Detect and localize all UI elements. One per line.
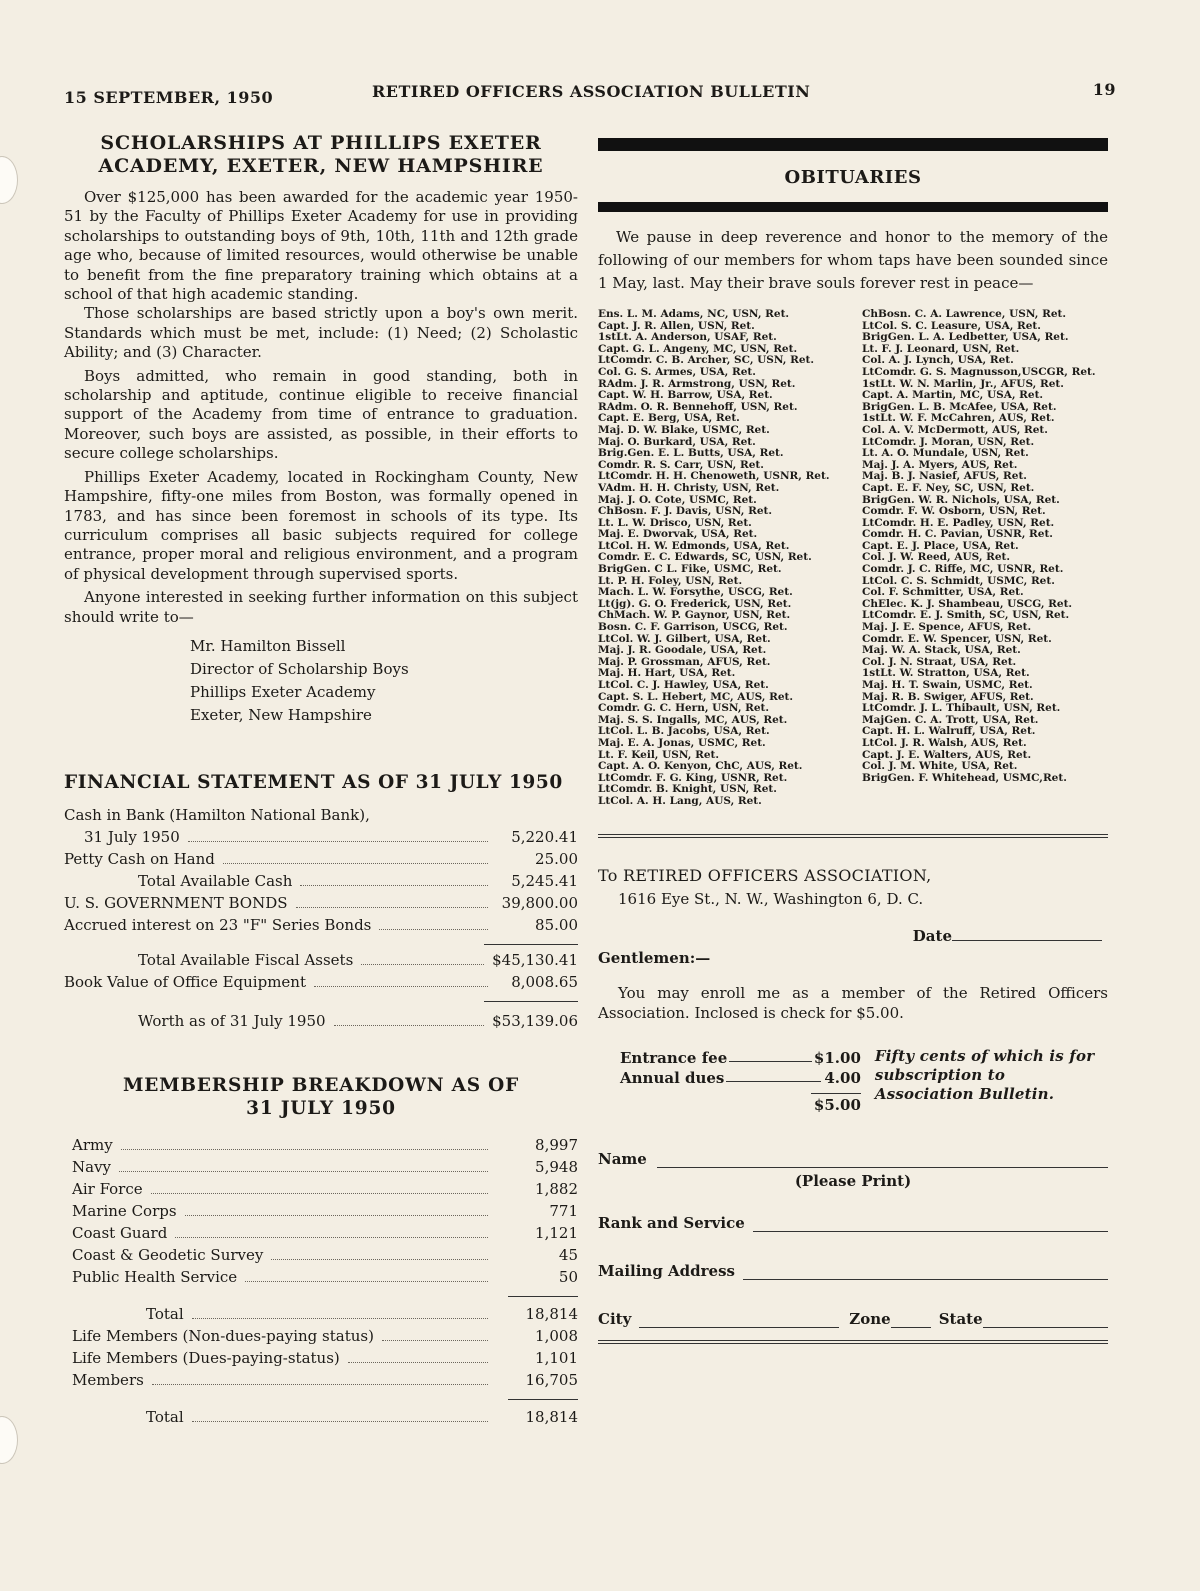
membership-count: 5,948 bbox=[535, 1157, 578, 1176]
financial-label: Book Value of Office Equipment bbox=[64, 972, 306, 991]
city-zone-state-field[interactable] bbox=[598, 1310, 1108, 1328]
obituary-entry: Comdr. G. C. Hern, USN, Ret. bbox=[598, 702, 770, 715]
obituary-entry: BrigGen. C L. Fike, USMC, Ret. bbox=[598, 563, 782, 576]
obituary-entry: Comdr. F. W. Osborn, USN, Ret. bbox=[862, 505, 1046, 518]
financial-label: Total Available Fiscal Assets bbox=[138, 950, 354, 969]
obituary-column-2 bbox=[862, 309, 1108, 808]
zone-label: Zone bbox=[849, 1309, 891, 1328]
obituary-entry: LtComdr. J. Moran, USN, Ret. bbox=[862, 435, 1035, 448]
membership-row bbox=[72, 1325, 578, 1347]
header-date: 15 SEPTEMBER, 1950 bbox=[64, 88, 274, 107]
obituary-entry: Maj. P. Grossman, AFUS, Ret. bbox=[598, 655, 771, 668]
financial-amount: 85.00 bbox=[535, 915, 578, 934]
obituary-entry: ChBosn. F. J. Davis, USN, Ret. bbox=[598, 505, 773, 518]
obituary-entry: LtCol. C. J. Hawley, USA, Ret. bbox=[598, 679, 769, 691]
form-address-line: 1616 Eye St., N. W., Washington 6, D. C. bbox=[618, 889, 924, 908]
obituary-entry: Col. J. M. White, USA, Ret. bbox=[862, 760, 1018, 773]
contact-address bbox=[190, 635, 578, 727]
zone-line[interactable] bbox=[891, 1327, 931, 1328]
scholarships-paragraph: Boys admitted, who remain in good standing, both in scholarship and aptitude, continue eligible to receive financial support of the Academy from time of entrance to graduation. Moreover, such boys are assisted, as possible, in their efforts to secure college scholarships. bbox=[64, 366, 578, 463]
rank-label: Rank and Service bbox=[598, 1213, 745, 1232]
obituary-entry: LtComdr. C. B. Archer, SC, USN, Ret. bbox=[598, 354, 815, 367]
membership-count: 1,008 bbox=[535, 1326, 578, 1345]
obituary-entry: Ens. L. M. Adams, NC, USN, Ret. bbox=[598, 308, 790, 320]
obituary-entry: Col. J. N. Straat, USA, Ret. bbox=[862, 655, 1017, 668]
financial-statement bbox=[64, 771, 578, 1032]
fee-list bbox=[620, 1047, 861, 1114]
financial-label: 31 July 1950 bbox=[84, 827, 180, 846]
scholarships-title bbox=[64, 132, 578, 178]
fee-label: Annual dues bbox=[620, 1068, 725, 1087]
financial-amount: 5,220.41 bbox=[511, 827, 578, 846]
scholarships-title-line2: ACADEMY, EXETER, NEW HAMPSHIRE bbox=[98, 155, 544, 177]
financial-label: Total Available Cash bbox=[138, 871, 293, 890]
obituary-entry: LtCol. L. B. Jacobs, USA, Ret. bbox=[598, 725, 770, 738]
address-line: Mr. Hamilton Bissell bbox=[190, 636, 346, 655]
obituary-entry: Maj. H. T. Swain, USMC, Ret. bbox=[862, 679, 1033, 691]
financial-row bbox=[64, 1010, 578, 1032]
print-note: (Please Print) bbox=[794, 1171, 912, 1190]
obituary-entry: Capt. W. H. Barrow, USA, Ret. bbox=[598, 389, 773, 402]
membership-title-line2: 31 JULY 1950 bbox=[246, 1097, 396, 1119]
membership-count: 1,121 bbox=[535, 1223, 578, 1242]
financial-label: U. S. GOVERNMENT BONDS bbox=[64, 893, 288, 912]
obituary-entry: BrigGen. L. B. McAfee, USA, Ret. bbox=[862, 400, 1057, 413]
punch-hole-bottom bbox=[0, 1416, 18, 1464]
obituary-entry: Capt. J. R. Allen, USN, Ret. bbox=[598, 319, 755, 332]
obituary-entry: Comdr. E. W. Spencer, USN, Ret. bbox=[862, 632, 1052, 645]
mailing-line[interactable] bbox=[743, 1279, 1108, 1280]
scholarships-paragraph: Over $125,000 has been awarded for the academic year 1950-51 by the Faculty of Phillips Exeter Academy for use in providing scholarships to outstanding boys of 9th, 10th, 11th and 12th grade age who, because of limited resources, would otherwise be unable to benefit from the fine preparatory training which obtains at a school of that high academic standing. bbox=[64, 188, 578, 304]
financial-label: Petty Cash on Hand bbox=[64, 849, 215, 868]
obituary-entry: Maj. J. E. Spence, AFUS, Ret. bbox=[862, 621, 1032, 634]
fee-amount: 4.00 bbox=[824, 1068, 861, 1087]
fee-label: Entrance fee bbox=[620, 1048, 728, 1067]
name-label: Name bbox=[598, 1149, 647, 1168]
membership-row bbox=[72, 1244, 578, 1266]
obituary-entry: 1stLt. W. N. Marlin, Jr., AFUS, Ret. bbox=[862, 377, 1064, 390]
membership-row bbox=[72, 1347, 578, 1369]
section-divider bbox=[598, 834, 1108, 838]
membership-label: Total bbox=[146, 1304, 184, 1323]
form-enroll-text: You may enroll me as a member of the Retired Officers Association. Inclosed is check for $5.00. bbox=[598, 983, 1108, 1022]
financial-amount: 8,008.65 bbox=[511, 972, 578, 991]
obituary-entry: 1stLt. W. Stratton, USA, Ret. bbox=[862, 667, 1030, 680]
scholarships-paragraph: Those scholarships are based strictly upon a boy's own merit. Standards which must be met, include: (1) Need; (2) Scholastic Ability; and (3) Character. bbox=[64, 304, 578, 362]
sum-rule bbox=[508, 1296, 578, 1297]
fee-row bbox=[620, 1047, 861, 1067]
membership-title-line1: MEMBERSHIP BREAKDOWN AS OF bbox=[122, 1074, 520, 1096]
obituary-entry: Maj. E. Dworvak, USA, Ret. bbox=[598, 528, 758, 541]
membership-row bbox=[72, 1156, 578, 1178]
obituaries-intro: We pause in deep reverence and honor to the memory of the following of our members for whom taps have been sounded since 1 May, last. May their brave souls forever rest in peace— bbox=[598, 228, 1108, 292]
obituary-entry: Maj. J. O. Cote, USMC, Ret. bbox=[598, 493, 757, 506]
obituary-entry: Capt. A. O. Kenyon, ChC, AUS, Ret. bbox=[598, 760, 803, 773]
obituary-entry: Comdr. J. C. Riffe, MC, USNR, Ret. bbox=[862, 563, 1064, 576]
financial-row bbox=[64, 892, 578, 914]
obituary-entry: BrigGen. L. A. Ledbetter, USA, Ret. bbox=[862, 331, 1069, 344]
financial-amount: 5,245.41 bbox=[511, 871, 578, 890]
membership-label: Total bbox=[146, 1407, 184, 1426]
membership-count: 45 bbox=[558, 1245, 578, 1264]
financial-title: FINANCIAL STATEMENT AS OF 31 JULY 1950 bbox=[64, 771, 563, 793]
obituary-entry: ChMach. W. P. Gaynor, USN, Ret. bbox=[598, 609, 791, 622]
obituary-entry: Capt. G. L. Angeny, MC, USN, Ret. bbox=[598, 342, 798, 355]
membership-count: 771 bbox=[549, 1201, 578, 1220]
membership-row bbox=[72, 1134, 578, 1156]
address-line: Director of Scholarship Boys bbox=[190, 659, 409, 678]
obituary-entry: RAdm. J. R. Armstrong, USN, Ret. bbox=[598, 377, 796, 390]
obituary-entry: Col. F. Schmitter, USA, Ret. bbox=[862, 586, 1024, 599]
fee-note: Fifty cents of which is for subscription to Association Bulletin. bbox=[874, 1046, 1095, 1103]
obituary-entry: Lt. A. O. Mundale, USN, Ret. bbox=[862, 447, 1029, 460]
membership-label: Navy bbox=[72, 1157, 112, 1176]
name-line[interactable] bbox=[657, 1167, 1108, 1168]
obituary-entry: Capt. E. F. Ney, SC, USN, Ret. bbox=[862, 481, 1035, 494]
obituary-entry: Col. A. J. Lynch, USA, Ret. bbox=[862, 354, 1014, 367]
address-line: Phillips Exeter Academy bbox=[190, 682, 376, 701]
financial-label: Worth as of 31 July 1950 bbox=[138, 1011, 326, 1030]
membership-row bbox=[72, 1369, 578, 1391]
membership-count: 8,997 bbox=[535, 1135, 578, 1154]
state-label: State bbox=[938, 1309, 983, 1328]
obituary-entry: Mach. L. W. Forsythe, USCG, Ret. bbox=[598, 586, 793, 599]
obituary-entry: LtCol. J. R. Walsh, AUS, Ret. bbox=[862, 736, 1027, 749]
membership-count: 50 bbox=[558, 1267, 578, 1286]
obituary-entry: LtCol. S. C. Leasure, USA, Ret. bbox=[862, 319, 1041, 332]
obituary-entry: LtComdr. H. E. Padley, USN, Ret. bbox=[862, 516, 1055, 529]
obituary-entry: 1stLt. A. Anderson, USAF, Ret. bbox=[598, 331, 777, 344]
obituary-entry: Maj. D. W. Blake, USMC, Ret. bbox=[598, 423, 770, 436]
obituary-entry: Capt. H. L. Walruff, USA, Ret. bbox=[862, 725, 1036, 738]
obituary-entry: LtComdr. H. H. Chenoweth, USNR, Ret. bbox=[598, 470, 830, 483]
scholarships-paragraph: Phillips Exeter Academy, located in Rockingham County, New Hampshire, fifty-one miles from Boston, was formally opened in 1783, and has since been foremost in schools of its type. Its curriculum comprises all basic subjects required for college entrance, proper moral and religious environment, and a program of physical development through supervised sports. bbox=[64, 467, 578, 583]
obituary-entry: Brig.Gen. E. L. Butts, USA, Ret. bbox=[598, 447, 784, 460]
sum-rule bbox=[508, 1399, 578, 1400]
membership-row bbox=[72, 1406, 578, 1428]
membership-breakdown bbox=[64, 1074, 578, 1428]
obituary-entry: LtCol. H. W. Edmonds, USA, Ret. bbox=[598, 539, 790, 552]
city-line[interactable] bbox=[639, 1327, 839, 1328]
obituary-entry: Lt. L. W. Drisco, USN, Ret. bbox=[598, 516, 752, 529]
sum-rule bbox=[484, 944, 578, 945]
obituary-entry: RAdm. O. R. Bennehoff, USN, Ret. bbox=[598, 400, 798, 413]
name-field[interactable] bbox=[598, 1150, 1108, 1168]
obituary-entry: 1stLt. W. F. McCahren, AUS, Ret. bbox=[862, 412, 1055, 425]
fee-total: $5.00 bbox=[813, 1095, 861, 1114]
obituary-entry: Comdr. H. C. Pavian, USNR, Ret. bbox=[862, 528, 1053, 541]
state-line[interactable] bbox=[983, 1327, 1108, 1328]
obituary-entry: Capt. E. J. Place, USA, Ret. bbox=[862, 539, 1019, 552]
obituary-entry: Capt. S. L. Hebert, MC, AUS, Ret. bbox=[598, 690, 794, 703]
date-field[interactable] bbox=[598, 927, 1108, 945]
obituaries-section bbox=[598, 138, 1108, 808]
obituary-entry: Col. J. W. Reed, AUS, Ret. bbox=[862, 551, 1011, 564]
membership-title bbox=[64, 1074, 578, 1120]
obituary-entry: VAdm. H. H. Christy, USN, Ret. bbox=[598, 481, 780, 494]
membership-label: Life Members (Dues-paying-status) bbox=[72, 1348, 340, 1367]
sum-rule bbox=[484, 1001, 578, 1002]
form-to-line: To RETIRED OFFICERS ASSOCIATION, bbox=[598, 865, 932, 885]
obituary-entry: BrigGen. W. R. Nichols, USA, Ret. bbox=[862, 493, 1060, 506]
obituary-entry: Capt. A. Martin, MC, USA, Ret. bbox=[862, 389, 1044, 402]
financial-row bbox=[64, 804, 578, 826]
obituary-entry: Col. G. S. Armes, USA, Ret. bbox=[598, 365, 756, 378]
membership-count: 1,882 bbox=[535, 1179, 578, 1198]
membership-row bbox=[72, 1303, 578, 1325]
membership-label: Army bbox=[72, 1135, 113, 1154]
obituary-entry: LtComdr. F. G. King, USNR, Ret. bbox=[598, 771, 788, 784]
obituary-entry: Maj. J. A. Myers, AUS, Ret. bbox=[862, 458, 1018, 471]
obituaries-bottom-bar bbox=[598, 202, 1108, 212]
obituary-entry: Capt. J. E. Walters, AUS, Ret. bbox=[862, 748, 1032, 761]
financial-amount: $53,139.06 bbox=[492, 1011, 578, 1030]
membership-label: Members bbox=[72, 1370, 144, 1389]
membership-count: 18,814 bbox=[525, 1304, 578, 1323]
obituary-entry: LtCol. A. H. Lang, AUS, Ret. bbox=[598, 794, 762, 807]
obituary-entry: MajGen. C. A. Trott, USA, Ret. bbox=[862, 713, 1039, 726]
obituary-entry: LtCol. W. J. Gilbert, USA, Ret. bbox=[598, 632, 771, 645]
financial-amount: $45,130.41 bbox=[492, 950, 578, 969]
membership-row bbox=[72, 1200, 578, 1222]
obituary-entry: LtComdr. E. J. Smith, SC, USN, Ret. bbox=[862, 609, 1070, 622]
membership-label: Marine Corps bbox=[72, 1201, 177, 1220]
financial-row bbox=[64, 914, 578, 936]
financial-amount: 39,800.00 bbox=[501, 893, 578, 912]
obituary-entry: Lt. F. J. Leonard, USN, Ret. bbox=[862, 342, 1020, 355]
obituary-entry: Maj. B. J. Nasief, AFUS, Ret. bbox=[862, 470, 1027, 483]
form-salutation: Gentlemen:— bbox=[598, 948, 711, 967]
scholarships-title-line1: SCHOLARSHIPS AT PHILLIPS EXETER bbox=[100, 132, 542, 154]
obituary-entry: Maj. O. Burkard, USA, Ret. bbox=[598, 435, 756, 448]
scholarships-paragraph: Anyone interested in seeking further information on this subject should write to— bbox=[64, 588, 578, 626]
membership-row bbox=[72, 1222, 578, 1244]
obituary-names bbox=[598, 309, 1108, 808]
obituary-entry: Lt. P. H. Foley, USN, Ret. bbox=[598, 574, 743, 587]
obituary-entry: Comdr. R. S. Carr, USN, Ret. bbox=[598, 458, 764, 471]
rank-field[interactable] bbox=[598, 1214, 1108, 1232]
obituary-entry: LtComdr. J. L. Thibault, USN, Ret. bbox=[862, 702, 1061, 715]
obituary-entry: Maj. W. A. Stack, USA, Ret. bbox=[862, 644, 1021, 657]
membership-label: Public Health Service bbox=[72, 1267, 238, 1286]
obituary-entry: ChBosn. C. A. Lawrence, USN, Ret. bbox=[862, 308, 1067, 320]
obituary-column-1 bbox=[598, 309, 844, 808]
membership-count: 1,101 bbox=[535, 1348, 578, 1367]
membership-count: 16,705 bbox=[525, 1370, 578, 1389]
form-bottom-divider bbox=[598, 1340, 1108, 1344]
financial-row bbox=[64, 848, 578, 870]
obituary-entry: Maj. S. S. Ingalls, MC, AUS, Ret. bbox=[598, 713, 788, 726]
date-label: Date bbox=[912, 926, 952, 945]
header-publication: RETIRED OFFICERS ASSOCIATION BULLETIN bbox=[372, 82, 811, 101]
financial-row bbox=[64, 949, 578, 971]
punch-hole-top bbox=[0, 156, 18, 204]
obituaries-top-bar bbox=[598, 138, 1108, 151]
membership-row bbox=[72, 1178, 578, 1200]
financial-label: Accrued interest on 23 "F" Series Bonds bbox=[64, 915, 372, 934]
mailing-field[interactable] bbox=[598, 1262, 1108, 1280]
obituary-entry: LtCol. C. S. Schmidt, USMC, Ret. bbox=[862, 574, 1055, 587]
membership-row bbox=[72, 1266, 578, 1288]
financial-row bbox=[64, 826, 578, 848]
obituary-entry: Maj. E. A. Jonas, USMC, Ret. bbox=[598, 736, 766, 749]
membership-application-form bbox=[598, 864, 1108, 1344]
obituary-entry: LtComdr. B. Knight, USN, Ret. bbox=[598, 783, 777, 796]
rank-line[interactable] bbox=[753, 1231, 1108, 1232]
fee-total-row bbox=[620, 1094, 861, 1114]
obituary-entry: Col. A. V. McDermott, AUS, Ret. bbox=[862, 423, 1048, 436]
membership-label: Air Force bbox=[72, 1179, 143, 1198]
left-column bbox=[64, 132, 578, 1428]
obituary-entry: Maj. R. B. Swiger, AFUS, Ret. bbox=[862, 690, 1034, 703]
date-line[interactable] bbox=[952, 940, 1102, 941]
fee-table bbox=[598, 1047, 1108, 1114]
page-header bbox=[64, 80, 1116, 107]
membership-count: 18,814 bbox=[525, 1407, 578, 1426]
membership-label: Coast Guard bbox=[72, 1223, 168, 1242]
obituaries-title: OBITUARIES bbox=[784, 167, 922, 188]
city-label: City bbox=[598, 1309, 632, 1328]
membership-label: Life Members (Non-dues-paying status) bbox=[72, 1326, 374, 1345]
obituary-entry: Maj. H. Hart, USA, Ret. bbox=[598, 667, 736, 680]
membership-label: Coast & Geodetic Survey bbox=[72, 1245, 264, 1264]
obituary-entry: Capt. E. Berg, USA, Ret. bbox=[598, 412, 740, 425]
obituary-entry: BrigGen. F. Whitehead, USMC,Ret. bbox=[862, 771, 1067, 784]
financial-row bbox=[64, 870, 578, 892]
address-line: Exeter, New Hampshire bbox=[190, 705, 372, 724]
obituary-entry: Maj. J. R. Goodale, USA, Ret. bbox=[598, 644, 767, 657]
header-page-number: 19 bbox=[1092, 80, 1116, 99]
obituary-entry: LtComdr. G. S. Magnusson,USCGR, Ret. bbox=[862, 365, 1096, 378]
mailing-label: Mailing Address bbox=[598, 1261, 735, 1280]
fee-row bbox=[620, 1067, 861, 1087]
obituary-entry: Comdr. E. C. Edwards, SC, USN, Ret. bbox=[598, 551, 812, 564]
financial-row bbox=[64, 971, 578, 993]
financial-label: Cash in Bank (Hamilton National Bank), bbox=[64, 805, 370, 824]
obituary-entry: ChElec. K. J. Shambeau, USCG, Ret. bbox=[862, 597, 1073, 610]
right-column bbox=[598, 132, 1108, 1344]
obituary-entry: Lt. F. Keil, USN, Ret. bbox=[598, 748, 720, 761]
fee-amount: $1.00 bbox=[813, 1048, 861, 1067]
obituary-entry: Lt(jg). G. O. Frederick, USN, Ret. bbox=[598, 597, 792, 610]
financial-amount: 25.00 bbox=[535, 849, 578, 868]
scholarships-article bbox=[64, 132, 578, 727]
obituary-entry: Bosn. C. F. Garrison, USCG, Ret. bbox=[598, 621, 788, 634]
